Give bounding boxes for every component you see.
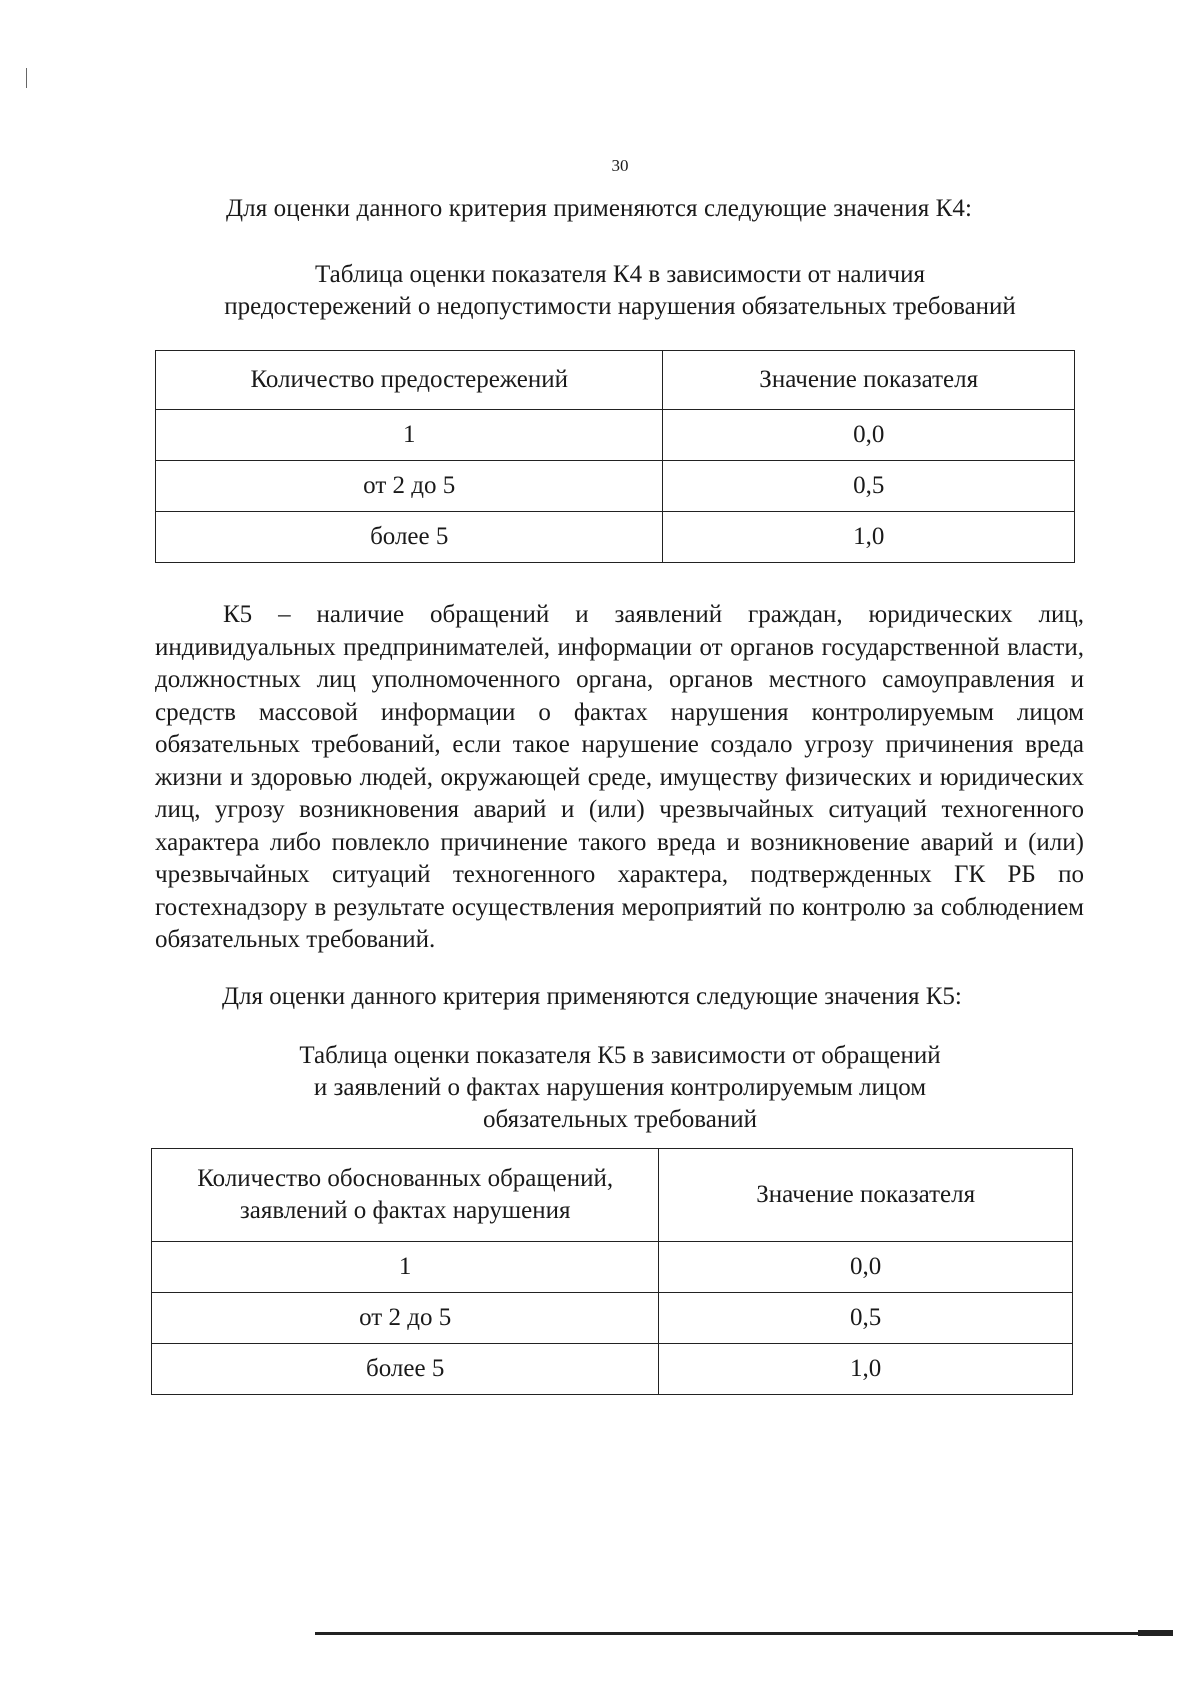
table-row — [156, 461, 1075, 512]
table-row — [152, 1293, 1073, 1344]
footer-rule-end — [1138, 1630, 1173, 1636]
cell-value: 0,0 — [663, 410, 1075, 461]
table-row — [152, 1242, 1073, 1293]
intro-k5: Для оценки данного критерия применяются следующие значения К5: — [222, 983, 962, 1010]
cell-count: более 5 — [152, 1344, 659, 1395]
scan-artifact — [26, 68, 27, 88]
header-count-line1: Количество обоснованных обращений, — [197, 1165, 614, 1192]
cell-count: от 2 до 5 — [152, 1293, 659, 1344]
cell-count: 1 — [152, 1242, 659, 1293]
table-k5-caption-line3: обязательных требований — [483, 1106, 757, 1133]
table-k4-caption-line1: Таблица оценки показателя К4 в зависимости от наличия — [315, 261, 925, 288]
cell-value: 1,0 — [659, 1344, 1073, 1395]
cell-count: от 2 до 5 — [156, 461, 663, 512]
cell-value: 0,5 — [663, 461, 1075, 512]
footer-rule — [315, 1632, 1173, 1635]
table-k5-caption-line2: и заявлений о фактах нарушения контролируемым лицом — [313, 1074, 927, 1101]
header-count — [152, 1149, 659, 1242]
cell-count: более 5 — [156, 512, 663, 563]
table-row — [156, 512, 1075, 563]
page-number: 30 — [611, 156, 629, 175]
header-count-line2: заявлений о фактах нарушения — [239, 1197, 571, 1224]
cell-count: 1 — [156, 410, 663, 461]
table-k4-caption-line2: предостережений о недопустимости нарушения обязательных требований — [224, 293, 1016, 320]
cell-value: 1,0 — [663, 512, 1075, 563]
header-value: Значение показателя — [663, 351, 1075, 410]
cell-value: 0,5 — [659, 1293, 1073, 1344]
header-count: Количество предостережений — [156, 351, 663, 410]
table-header-row — [152, 1149, 1073, 1242]
table-k5-caption — [150, 1040, 1090, 1136]
header-value: Значение показателя — [659, 1149, 1073, 1242]
table-row — [156, 410, 1075, 461]
table-k4-caption — [150, 259, 1090, 323]
intro-k4: Для оценки данного критерия применяются следующие значения К4: — [226, 195, 973, 222]
table-k4 — [155, 350, 1075, 563]
cell-value: 0,0 — [659, 1242, 1073, 1293]
k5-paragraph: К5 – наличие обращений и заявлений граждан, юридических лиц, индивидуальных предпринимателей, информации от органов государственной власти, должностных лиц уполномоченного органа, органов местного самоуправления и средств массовой информации о фактах нарушения контролируемым лицом обязательных требований, если такое нарушение создало угрозу причинения вреда жизни и здоровью людей, окружающей среде, имуществу физических и юридических лиц, угрозу возникновения аварий и (или) чрезвычайных ситуаций техногенного характера либо повлекло причинение такого вреда и возникновение аварий и (или) чрезвычайных ситуаций техногенного характера, подтвержденных ГК РБ по гостехнадзору в результате осуществления мероприятий по контролю за соблюдением обязательных требований. — [155, 601, 1084, 953]
table-row — [152, 1344, 1073, 1395]
table-k5-caption-line1: Таблица оценки показателя К5 в зависимости от обращений — [299, 1042, 941, 1069]
table-k5 — [151, 1148, 1073, 1395]
table-header-row — [156, 351, 1075, 410]
